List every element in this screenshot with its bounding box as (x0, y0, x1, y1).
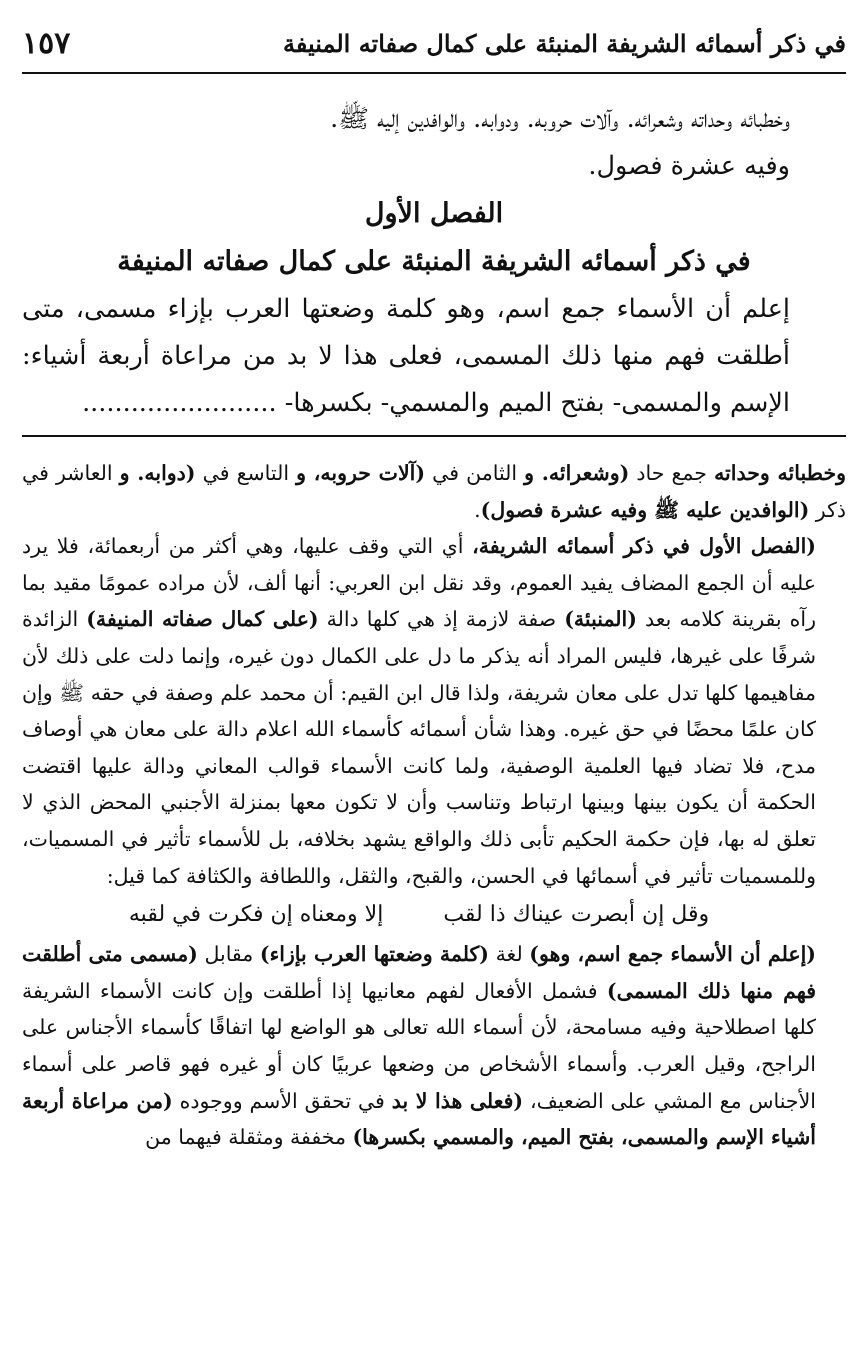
commentary-text-run: أي التي وقف عليها، وهي أكثر من أربعمائة، فلا يرد عليه أن الجمع المضاف يفيد العموم، وقد نقل ابن العربي: أنها ألف، لأن مراده عمومًا مقيد بما رآه بقرينة كلامه بعد (22, 534, 816, 632)
commentary-paragraph-1 (22, 455, 846, 528)
commentary-text-run: العاشر في ذكر (22, 461, 846, 522)
commentary-text-run: التاسع في (195, 461, 297, 485)
bold-matn-quote: (فعلى هذا لا بد (391, 1088, 524, 1113)
commentary-text-run: لغة (488, 942, 530, 967)
commentary-paragraph-3 (22, 936, 846, 1156)
commentary-text-run: جمع حاد (629, 461, 715, 485)
poetry-verse (22, 894, 846, 936)
commentary-paragraph-2 (22, 528, 846, 894)
bold-matn-quote: (إعلم أن الأسماء جمع اسم، وهو) (529, 942, 816, 967)
matn-line-2: وفيه عشرة فصول. (588, 151, 790, 181)
book-page (22, 14, 846, 1156)
commentary-text-run: الثامن في (425, 461, 525, 485)
matn-line-1: وخطبائه وحداته وشعرائه. وآلات حروبه. ودوابه. والوافدين إليه ﷺ. (330, 104, 790, 134)
matn-paragraph (22, 286, 846, 427)
bold-matn-quote: (دوابه. و (119, 461, 196, 485)
commentary-text-run: مقابل (197, 942, 260, 967)
commentary-text-run: . (474, 497, 481, 522)
running-title: في ذكر أسمائه الشريفة المنبئة على كمال صفاته المنيفة (282, 28, 846, 58)
commentary-text-run: الزائدة شرفًا على غيرها، فليس المراد أنه يذكر ما دل على الكمال دون غيره، وإنما دلت على ذلك لأن مفاهيمها كلها تدل على معان شريفة، ولذا قال ابن القيم: أن محمد علم وصفة في حقه ﷺ وإن كان علمًا محضًا في حق غيره. وهذا شأن أسمائه كأسماء الله اعلام دالة على معان هي أوصاف مدح، فلا تضاد فيها العلمية الوصفية، ولما كانت الأسماء قوالب المعاني ودالة عليها اقتضت الحكمة أن يكون بينها وبينها ارتباط وتناسب وأن لا تكون معها بمنزلة الأجنبي المحض الذي لا تعلق له بها، فإن حكمة الحكيم تأبى ذلك والواقع يشهد بخلافه، بل للأسماء تأثير في المسميات، وللمسميات تأثير في أسمائها في الحسن، والقبح، والثقل، واللطافة والكثافة كما قيل: (22, 607, 816, 888)
ellipsis-dots: ........................ (82, 388, 277, 418)
bold-matn-quote: (على كمال صفاته المنيفة) (86, 607, 319, 632)
verse-second-hemistich: إلا ومعناه إن فكرت في لقبه (128, 902, 384, 928)
verse-first-hemistich: وقل إن أبصرت عيناك ذا لقب (443, 902, 710, 928)
bold-matn-quote: (الوافدين عليه ﷺ وفيه عشرة فصول) (480, 497, 810, 522)
commentary-text-run: مخففة ومثقلة فيهما من (145, 1125, 353, 1150)
bold-matn-quote: (مسمى متى أطلقت فهم منها ذلك المسمى) (22, 942, 816, 1003)
bold-matn-quote: (وشعرائه. و (524, 461, 630, 485)
bold-matn-quote: وخطبائه وحداته (714, 461, 847, 485)
matn-paragraph-text: إعلم أن الأسماء جمع اسم، وهو كلمة وضعتها العرب بإزاء مسمى، متى أطلقت فهم منها ذلك المسمى، فعلى هذا لا بد من مراعاة أربعة أشياء: الإسم والمسمى- بفتح الميم والمسمي- بكسرها- (22, 294, 790, 418)
bold-matn-quote: (الفصل الأول في ذكر أسمائه الشريفة، (472, 534, 817, 559)
bold-matn-quote: (من مراعاة أربعة أشياء الإسم والمسمى، بفتح الميم، والمسمي بكسرها) (22, 1088, 816, 1150)
commentary-text-run: صفة لازمة إذ هي كلها دالة (318, 607, 565, 632)
commentary-text-run: في تحقق الأسم ووجوده (172, 1088, 392, 1113)
commentary-text-run: فشمل الأفعال لفهم معانيها إذا أطلقت وإن كانت الأسماء الشريفة كلها اصطلاحية وفيه مسامحة، لأن أسماء الله تعالى هو الواضع لها اتفاقًا كأسماء الأجناس على الراجح، وقيل العرب. وأسماء الأشخاص من وضعها عربيًا كان أو غيره فهو قاصر على أسماء الأجناس مع المشي على الضعيف، (22, 978, 816, 1113)
chapter-heading: في ذكر أسمائه الشريفة المنبئة على كمال صفاته المنيفة (117, 246, 751, 277)
bold-matn-quote: (المنبئة) (564, 607, 637, 632)
bold-matn-quote: (كلمة وضعتها العرب بإزاء) (259, 942, 489, 967)
bold-matn-quote: (آلات حروبه، و (296, 461, 426, 485)
page-number: ١٥٧ (22, 25, 71, 61)
main-text (22, 74, 846, 435)
commentary-text (22, 437, 846, 1156)
chapter-title: الفصل الأول (364, 198, 504, 229)
page-header (22, 14, 846, 72)
